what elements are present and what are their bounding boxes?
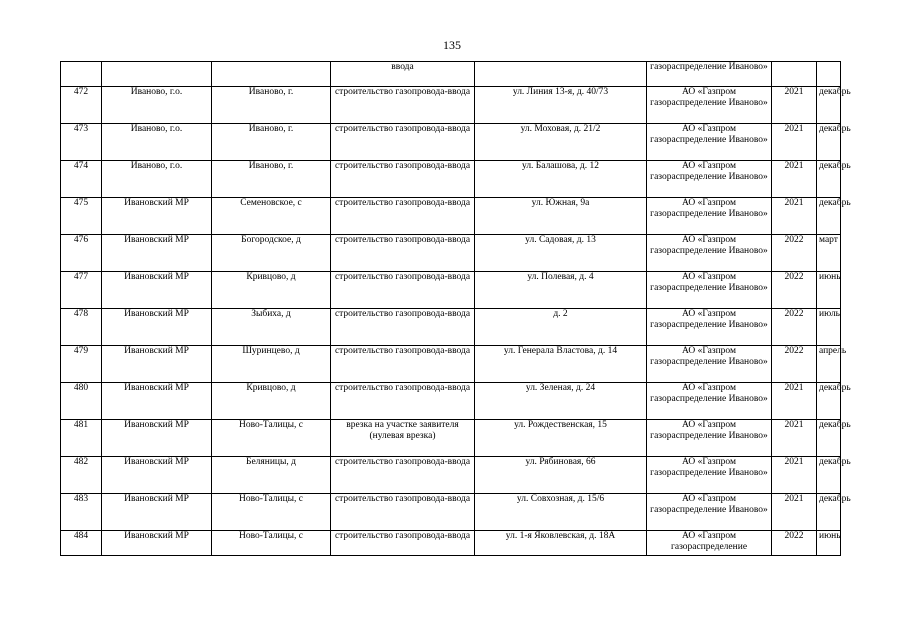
table-row [61,457,841,494]
cell-org: АО «Газпром газораспределение Иваново» [647,198,772,235]
table-row [61,531,841,556]
cell-work: строительство газопровода-ввода [331,198,475,235]
cell-district: Ивановский МР [102,309,212,346]
cell-org: АО «Газпром газораспределение Иваново» [647,272,772,309]
cell-work: строительство газопровода-ввода [331,494,475,531]
cell-month: июнь [817,272,841,309]
cell-address: ул. 1-я Яковлевская, д. 18А [475,531,647,556]
cell-year: 2021 [772,87,817,124]
cell-work: строительство газопровода-ввода [331,309,475,346]
cell-work: строительство газопровода-ввода [331,531,475,556]
cell-year: 2021 [772,494,817,531]
table-row [61,346,841,383]
cell-org: АО «Газпром газораспределение [647,531,772,556]
cell-n: 480 [61,383,102,420]
table-row [61,161,841,198]
cell-org: АО «Газпром газораспределение Иваново» [647,457,772,494]
cell-month: декабрь [817,161,841,198]
cell-address: ул. Рождественская, 15 [475,420,647,457]
cell-address [475,62,647,87]
cell-month: декабрь [817,124,841,161]
cell-year: 2022 [772,531,817,556]
table-row [61,494,841,531]
cell-work: строительство газопровода-ввода [331,124,475,161]
cell-district: Ивановский МР [102,272,212,309]
cell-n: 483 [61,494,102,531]
cell-address: ул. Балашова, д. 12 [475,161,647,198]
cell-year: 2021 [772,383,817,420]
cell-work: строительство газопровода-ввода [331,272,475,309]
cell-n: 473 [61,124,102,161]
cell-address: ул. Зеленая, д. 24 [475,383,647,420]
cell-year: 2022 [772,346,817,383]
cell-settlement: Ново-Талицы, с [212,531,331,556]
cell-settlement: Кривцово, д [212,383,331,420]
cell-month: март [817,235,841,272]
cell-work: ввода [331,62,475,87]
cell-n: 481 [61,420,102,457]
table-row [61,235,841,272]
cell-district: Ивановский МР [102,235,212,272]
cell-settlement: Ново-Талицы, с [212,494,331,531]
cell-month: декабрь [817,383,841,420]
cell-n: 479 [61,346,102,383]
cell-n [61,62,102,87]
cell-settlement: Иваново, г. [212,124,331,161]
cell-year: 2022 [772,235,817,272]
cell-n: 475 [61,198,102,235]
cell-n: 477 [61,272,102,309]
cell-settlement: Семеновское, с [212,198,331,235]
cell-settlement: Иваново, г. [212,161,331,198]
cell-month: декабрь [817,420,841,457]
cell-org: АО «Газпром газораспределение Иваново» [647,161,772,198]
cell-month [817,62,841,87]
table-row [61,62,841,87]
cell-district [102,62,212,87]
cell-address: ул. Полевая, д. 4 [475,272,647,309]
cell-n: 482 [61,457,102,494]
cell-year: 2021 [772,161,817,198]
cell-address: ул. Линия 13-я, д. 40/73 [475,87,647,124]
cell-settlement: Ново-Талицы, с [212,420,331,457]
cell-address: ул. Генерала Властова, д. 14 [475,346,647,383]
cell-month: июнь [817,531,841,556]
cell-district: Ивановский МР [102,420,212,457]
cell-work: строительство газопровода-ввода [331,161,475,198]
cell-district: Иваново, г.о. [102,161,212,198]
cell-month: декабрь [817,87,841,124]
cell-year: 2021 [772,198,817,235]
cell-address: ул. Моховая, д. 21/2 [475,124,647,161]
cell-district: Ивановский МР [102,457,212,494]
table-row [61,420,841,457]
cell-district: Ивановский МР [102,494,212,531]
cell-work: врезка на участке заявителя (нулевая врезка) [331,420,475,457]
cell-year: 2021 [772,124,817,161]
cell-month: декабрь [817,494,841,531]
cell-year [772,62,817,87]
cell-district: Ивановский МР [102,531,212,556]
cell-district: Ивановский МР [102,383,212,420]
cell-address: ул. Рябиновая, 66 [475,457,647,494]
table-row [61,272,841,309]
cell-org: АО «Газпром газораспределение Иваново» [647,124,772,161]
cell-n: 472 [61,87,102,124]
gasification-table [60,61,851,556]
cell-org: АО «Газпром газораспределение Иваново» [647,494,772,531]
cell-n: 474 [61,161,102,198]
cell-org: АО «Газпром газораспределение Иваново» [647,420,772,457]
cell-district: Иваново, г.о. [102,87,212,124]
cell-district: Ивановский МР [102,198,212,235]
cell-year: 2021 [772,457,817,494]
cell-work: строительство газопровода-ввода [331,346,475,383]
cell-settlement: Шуринцево, д [212,346,331,383]
cell-district: Иваново, г.о. [102,124,212,161]
cell-year: 2022 [772,272,817,309]
cell-year: 2022 [772,309,817,346]
table-body [61,62,851,556]
cell-n: 476 [61,235,102,272]
cell-work: строительство газопровода-ввода [331,383,475,420]
cell-n: 478 [61,309,102,346]
cell-month: декабрь [817,457,841,494]
cell-settlement: Иваново, г. [212,87,331,124]
table-row [61,198,841,235]
cell-settlement: Беляницы, д [212,457,331,494]
table-row [61,87,841,124]
cell-address: д. 2 [475,309,647,346]
cell-org: АО «Газпром газораспределение Иваново» [647,346,772,383]
cell-address: ул. Садовая, д. 13 [475,235,647,272]
cell-address: ул. Южная, 9а [475,198,647,235]
cell-work: строительство газопровода-ввода [331,235,475,272]
cell-org: АО «Газпром газораспределение Иваново» [647,383,772,420]
table-row [61,124,841,161]
cell-month: апрель [817,346,841,383]
cell-settlement: Кривцово, д [212,272,331,309]
table-row [61,309,841,346]
cell-work: строительство газопровода-ввода [331,457,475,494]
table-row [61,383,841,420]
cell-year: 2021 [772,420,817,457]
cell-district: Ивановский МР [102,346,212,383]
cell-month: декабрь [817,198,841,235]
cell-org: АО «Газпром газораспределение Иваново» [647,87,772,124]
cell-month: июль [817,309,841,346]
cell-settlement: Богородское, д [212,235,331,272]
cell-org: газораспределение Иваново» [647,62,772,87]
cell-work: строительство газопровода-ввода [331,87,475,124]
page-number: 135 [443,38,461,52]
cell-settlement: Зыбиха, д [212,309,331,346]
cell-n: 484 [61,531,102,556]
cell-address: ул. Совхозная, д. 15/6 [475,494,647,531]
cell-org: АО «Газпром газораспределение Иваново» [647,309,772,346]
cell-settlement [212,62,331,87]
cell-org: АО «Газпром газораспределение Иваново» [647,235,772,272]
